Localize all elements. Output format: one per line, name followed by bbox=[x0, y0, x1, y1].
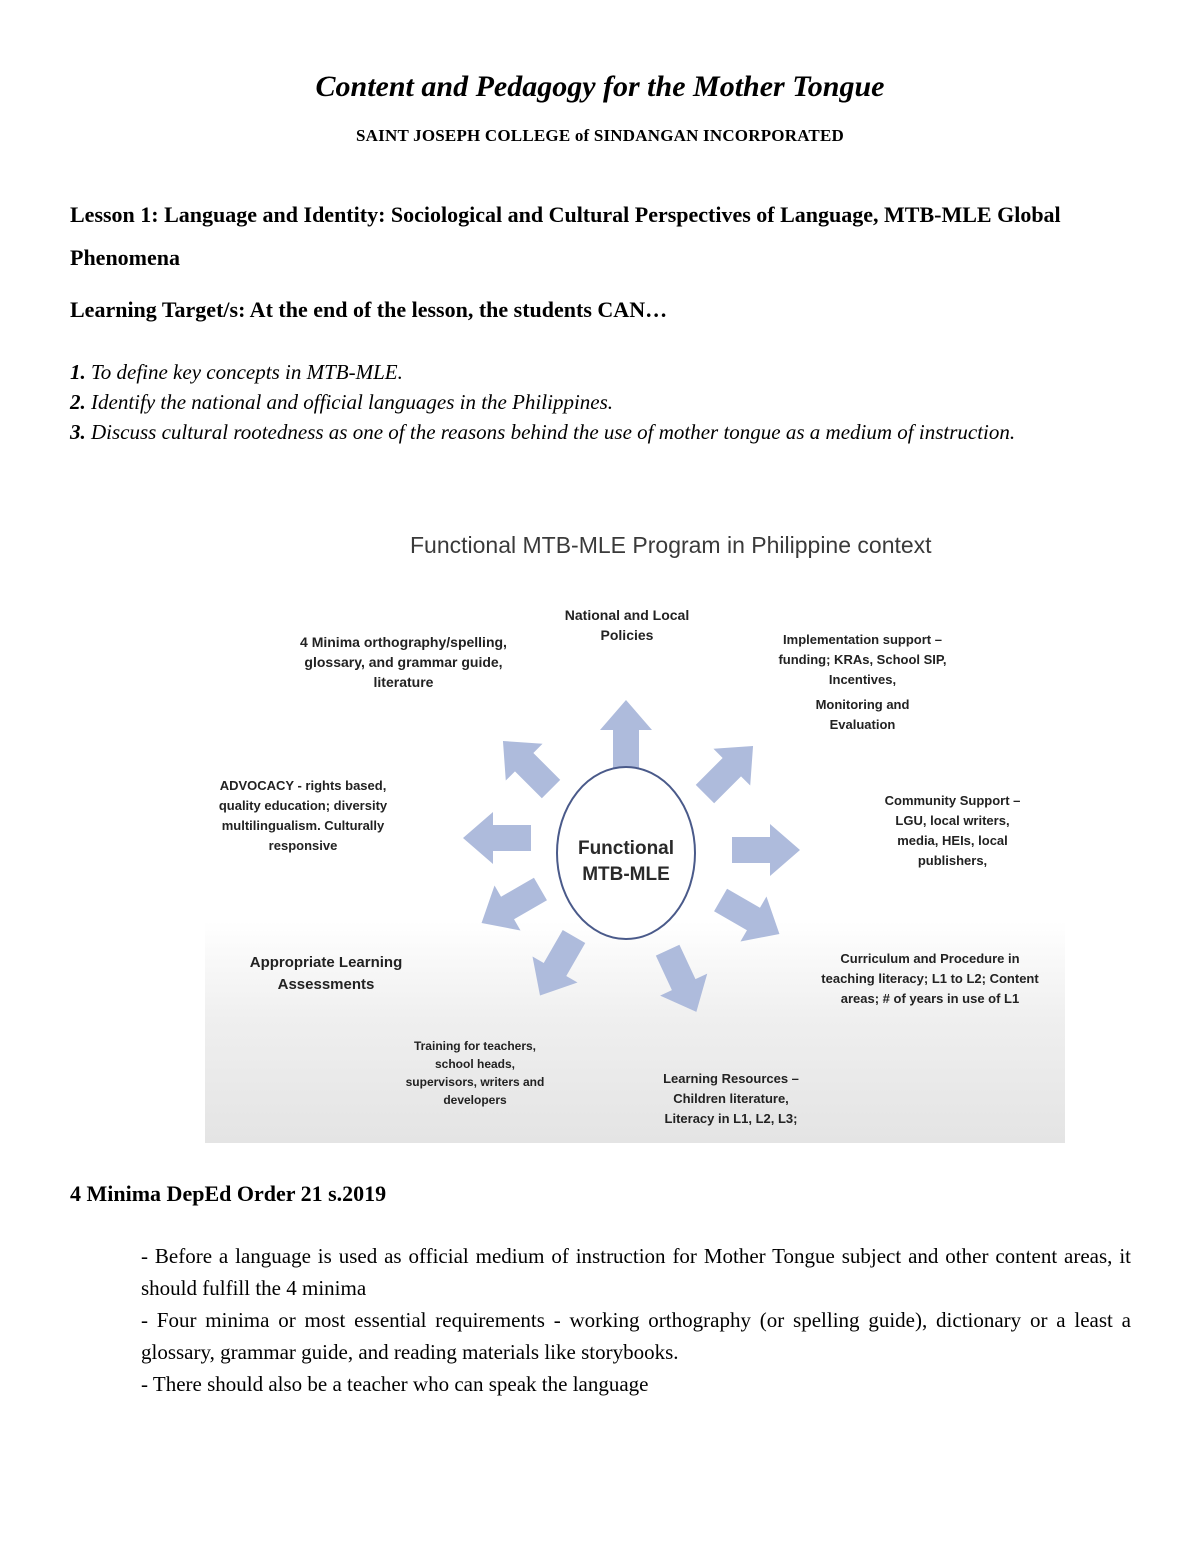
label-monitoring: Monitoring and Evaluation bbox=[815, 697, 910, 732]
arrow-down-left-lower bbox=[517, 924, 596, 1009]
lesson-heading: Lesson 1: Language and Identity: Sociological and Cultural Perspectives of Language, MTB-MLE Global Phenomena bbox=[70, 202, 1061, 270]
objective-item bbox=[70, 357, 1132, 387]
arrow-left bbox=[463, 812, 531, 864]
arrow-up-left bbox=[485, 723, 570, 808]
objective-number: 3. bbox=[70, 420, 86, 444]
center-label bbox=[557, 836, 695, 888]
objectives-list bbox=[70, 357, 1132, 447]
label-policies: National and Local Policies bbox=[564, 607, 690, 643]
label-community: Community Support – LGU, local writers, media, HEIs, local publishers, bbox=[884, 793, 1021, 868]
bullet-item: - Four minima or most essential requirements - working orthography (or spelling guide), dictionary or a least a glossary, grammar guide, and reading materials like storybooks. bbox=[141, 1308, 1131, 1364]
arrow-up bbox=[600, 700, 652, 768]
label-resources: Learning Resources – Children literature, Literacy in L1, L2, L3; bbox=[663, 1071, 799, 1126]
objective-text: To define key concepts in MTB-MLE. bbox=[85, 360, 403, 384]
objective-text: Identify the national and official languages in the Philippines. bbox=[85, 390, 614, 414]
objective-number: 2. bbox=[70, 390, 86, 414]
minima-heading: 4 Minima DepEd Order 21 s.2019 bbox=[70, 1181, 387, 1206]
center-label-line: Functional bbox=[577, 838, 675, 859]
label-training: Training for teachers, school heads, supervisors, writers and developers bbox=[405, 1039, 545, 1107]
page-title: Content and Pedagogy for the Mother Tongue bbox=[315, 70, 885, 103]
arrow-down-right-lower bbox=[644, 939, 720, 1023]
bullet-item: - Before a language is used as official medium of instruction for Mother Tongue subject and other content areas, it should fulfill the 4 minima bbox=[141, 1244, 1131, 1300]
label-advocacy: ADVOCACY - rights based, quality education; diversity multilingualism. Culturally responsive bbox=[218, 778, 388, 853]
bullet-item: - There should also be a teacher who can speak the language bbox=[141, 1372, 649, 1396]
label-minima: 4 Minima orthography/spelling, glossary, and grammar guide, literature bbox=[300, 634, 507, 690]
objective-item bbox=[70, 417, 1132, 447]
arrow-up-right bbox=[687, 728, 772, 813]
arrow-down-right bbox=[708, 877, 793, 956]
center-label-line: MTB-MLE bbox=[582, 864, 670, 885]
objective-number: 1. bbox=[70, 360, 86, 384]
label-assessments: Appropriate Learning Assessments bbox=[249, 954, 403, 993]
diagram-title: Functional MTB-MLE Program in Philippine context bbox=[410, 532, 932, 558]
learning-target: Learning Target/s: At the end of the lesson, the students CAN… bbox=[70, 297, 668, 322]
school-name: SAINT JOSEPH COLLEGE of SINDANGAN INCORPORATED bbox=[356, 126, 844, 145]
label-implementation: Implementation support –funding; KRAs, School SIP, Incentives, bbox=[778, 632, 947, 687]
minima-bullets bbox=[141, 1240, 1131, 1400]
arrow-right bbox=[732, 824, 800, 876]
objective-item bbox=[70, 387, 1132, 417]
mtb-mle-diagram bbox=[205, 526, 1065, 1143]
objective-text: Discuss cultural rootedness as one of the reasons behind the use of mother tongue as a medium of instruction. bbox=[85, 420, 1016, 444]
label-curriculum: Curriculum and Procedure in teaching literacy; L1 to L2; Content areas; # of years in use of L1 bbox=[821, 951, 1039, 1006]
arrow-down-left bbox=[469, 866, 554, 945]
